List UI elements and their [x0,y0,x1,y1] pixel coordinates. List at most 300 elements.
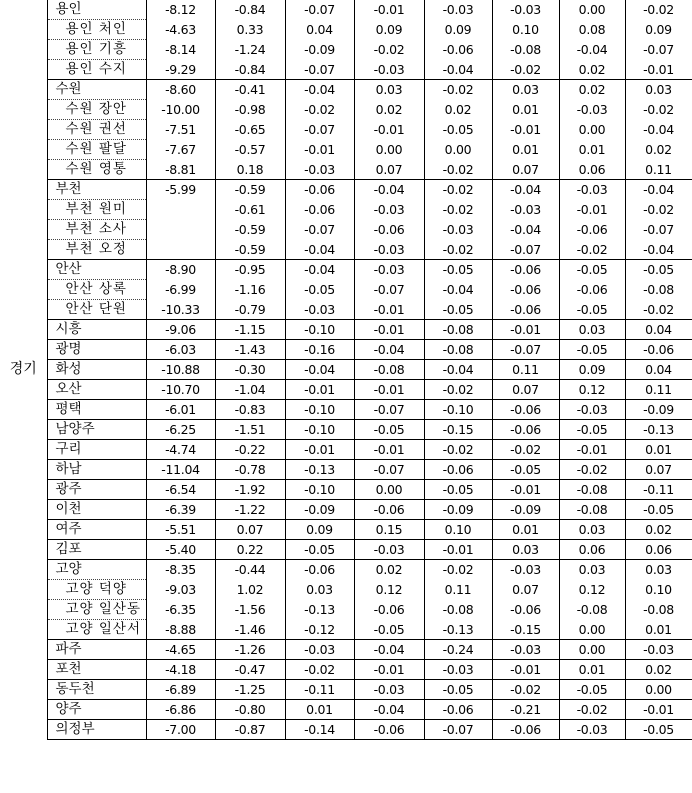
area-name: 고양 [47,560,146,580]
value-cell: -0.02 [625,200,692,220]
value-cell: -0.24 [424,640,492,660]
value-cell: -0.09 [285,40,354,60]
value-cell: 0.00 [559,120,625,140]
value-cell: -0.06 [285,560,354,580]
value-cell: -0.05 [424,480,492,500]
table-row [0,140,692,160]
value-cell: -0.03 [424,660,492,680]
value-cell: -0.16 [285,340,354,360]
area-name: 용인 [55,1,82,17]
value-cell: -1.46 [215,620,285,640]
value-cell: -9.06 [146,320,215,340]
value-cell: -0.02 [424,380,492,400]
value-cell: -6.86 [146,700,215,720]
value-cell: -0.78 [215,460,285,480]
value-cell: -0.01 [354,440,424,460]
value-cell: -1.26 [215,640,285,660]
value-cell: -0.08 [424,340,492,360]
value-cell: 0.09 [424,20,492,40]
area-name: 부천 원미 [47,200,146,220]
value-cell: -0.04 [625,180,692,200]
value-cell: -0.21 [492,700,559,720]
value-cell: 0.11 [492,360,559,380]
value-cell: -0.02 [424,80,492,100]
area-name: 부천 오정 [47,240,146,260]
value-cell: 0.02 [559,80,625,100]
value-cell: -0.07 [285,120,354,140]
value-cell: -9.29 [146,60,215,80]
table-row [0,320,692,340]
value-cell: -0.47 [215,660,285,680]
value-cell: 0.02 [559,60,625,80]
value-cell: -0.01 [354,320,424,340]
value-cell: 0.18 [215,160,285,180]
area-name: 시흥 [47,320,146,340]
value-cell: -0.06 [492,280,559,300]
value-cell: -0.08 [559,500,625,520]
value-cell: -0.10 [285,320,354,340]
value-cell: -0.02 [625,0,692,20]
value-cell: -6.99 [146,280,215,300]
value-cell: -0.02 [559,240,625,260]
value-cell: 0.03 [492,540,559,560]
value-cell: -0.05 [559,260,625,280]
value-cell: 0.04 [625,360,692,380]
table-row [0,480,692,500]
value-cell: 0.07 [625,460,692,480]
value-cell: -0.05 [424,300,492,320]
value-cell: -0.04 [559,40,625,60]
value-cell: 0.01 [625,440,692,460]
value-cell: 0.07 [492,380,559,400]
value-cell: -0.06 [625,340,692,360]
area-name: 용인 처인 [47,20,146,40]
value-cell: -0.80 [215,700,285,720]
value-cell: -0.06 [354,500,424,520]
value-cell: -0.04 [354,180,424,200]
area-name: 고양 일산서 [47,620,146,640]
value-cell: -0.05 [354,420,424,440]
value-cell: -0.06 [559,220,625,240]
value-cell: -0.03 [492,0,559,20]
table-row [0,240,692,260]
value-cell: -0.05 [285,540,354,560]
value-cell: -0.01 [492,320,559,340]
value-cell: -1.92 [215,480,285,500]
value-cell: -4.18 [146,660,215,680]
value-cell: -0.04 [354,700,424,720]
value-cell: -0.07 [492,340,559,360]
value-cell: -0.06 [492,600,559,620]
value-cell: -0.06 [492,400,559,420]
value-cell: -0.12 [285,620,354,640]
table-row [0,260,692,280]
value-cell: -0.09 [492,500,559,520]
value-cell: -0.03 [285,160,354,180]
value-cell [146,220,215,240]
area-name: 수원 팔달 [47,140,146,160]
value-cell: -0.06 [285,180,354,200]
table-row [0,400,692,420]
value-cell: -0.05 [559,300,625,320]
area-name: 평택 [47,400,146,420]
value-cell: -0.95 [215,260,285,280]
value-cell: -0.06 [424,700,492,720]
value-cell: 0.02 [625,520,692,540]
value-cell: -0.84 [215,0,285,20]
value-cell: -0.04 [492,180,559,200]
value-cell: -0.01 [354,0,424,20]
value-cell: -0.03 [492,560,559,580]
value-cell: 0.01 [492,520,559,540]
table-row [0,380,692,400]
value-cell: -0.06 [354,600,424,620]
area-name: 수원 장안 [47,100,146,120]
value-cell: -0.04 [285,260,354,280]
value-cell: -0.03 [559,100,625,120]
value-cell: -0.06 [559,280,625,300]
value-cell: -0.84 [215,60,285,80]
value-cell: -0.06 [492,300,559,320]
value-cell: 0.03 [354,80,424,100]
value-cell: -0.01 [285,440,354,460]
value-cell: -0.83 [215,400,285,420]
value-cell: -8.81 [146,160,215,180]
value-cell: -0.05 [625,500,692,520]
value-cell: -0.02 [424,560,492,580]
value-cell: -0.06 [354,720,424,740]
value-cell: -0.05 [285,280,354,300]
value-cell: 0.07 [215,520,285,540]
value-cell: -1.56 [215,600,285,620]
table-row [0,720,692,740]
value-cell: 0.11 [424,580,492,600]
value-cell: -0.04 [625,120,692,140]
value-cell: -0.01 [424,540,492,560]
area-name: 오산 [47,380,146,400]
value-cell: -0.08 [354,360,424,380]
value-cell: -0.13 [424,620,492,640]
value-cell: 0.09 [559,360,625,380]
value-cell: -1.16 [215,280,285,300]
value-cell: -0.13 [285,600,354,620]
value-cell: 1.02 [215,580,285,600]
value-cell: -0.02 [625,300,692,320]
value-cell: -0.07 [354,400,424,420]
value-cell: -8.88 [146,620,215,640]
table-row [0,220,692,240]
area-name: 구리 [47,440,146,460]
value-cell: -0.01 [285,140,354,160]
value-cell: -0.08 [559,600,625,620]
area-name: 수원 [47,80,146,100]
value-cell: -0.11 [625,480,692,500]
value-cell: 0.00 [559,620,625,640]
value-cell: 0.07 [492,160,559,180]
value-cell: -0.03 [354,260,424,280]
value-cell: -0.14 [285,720,354,740]
area-name: 여주 [47,520,146,540]
value-cell: -0.59 [215,240,285,260]
table-row [0,500,692,520]
area-name: 부천 [47,180,146,200]
value-cell: 0.01 [285,700,354,720]
table-row [0,0,692,20]
value-cell: -0.05 [424,260,492,280]
value-cell: -0.65 [215,120,285,140]
value-cell: -1.04 [215,380,285,400]
value-cell: -9.03 [146,580,215,600]
value-cell: -0.02 [424,160,492,180]
value-cell: -10.00 [146,100,215,120]
value-cell: -0.05 [559,340,625,360]
value-cell: -0.05 [424,680,492,700]
value-cell: -0.02 [285,660,354,680]
value-cell: 0.12 [559,380,625,400]
value-cell: -6.35 [146,600,215,620]
area-name: 하남 [47,460,146,480]
value-cell: 0.00 [354,480,424,500]
value-cell: -1.51 [215,420,285,440]
value-cell: 0.01 [559,140,625,160]
value-cell: 0.03 [625,80,692,100]
table-row [0,620,692,640]
table-row [0,200,692,220]
value-cell: -0.07 [285,220,354,240]
value-cell: -0.05 [559,680,625,700]
value-cell: -0.05 [424,120,492,140]
value-cell: -0.03 [492,640,559,660]
value-cell: 0.09 [285,520,354,540]
value-cell: -0.09 [285,500,354,520]
value-cell: -0.15 [424,420,492,440]
value-cell: 0.03 [559,320,625,340]
value-cell: -1.24 [215,40,285,60]
value-cell: 0.03 [492,80,559,100]
value-cell: 0.11 [625,160,692,180]
value-cell: -5.51 [146,520,215,540]
table-row [0,100,692,120]
value-cell: 0.12 [559,580,625,600]
value-cell: 0.01 [492,100,559,120]
value-cell: -0.03 [354,540,424,560]
value-cell: -0.59 [215,220,285,240]
value-cell: -0.04 [354,640,424,660]
value-cell: -0.02 [625,100,692,120]
table-row [0,560,692,580]
value-cell: -0.04 [492,220,559,240]
value-cell: -0.06 [285,200,354,220]
value-cell: -6.39 [146,500,215,520]
table-row [0,540,692,560]
value-cell: 0.04 [625,320,692,340]
value-cell: -0.15 [492,620,559,640]
table-row [0,80,692,100]
value-cell: -6.03 [146,340,215,360]
table-row [0,640,692,660]
value-cell: -0.10 [424,400,492,420]
value-cell: 0.12 [354,580,424,600]
value-cell: -0.06 [492,260,559,280]
area-name: 부천 소사 [47,220,146,240]
value-cell: -0.07 [625,220,692,240]
value-cell: -0.05 [354,620,424,640]
table-row [0,580,692,600]
value-cell: 0.00 [354,140,424,160]
value-cell: -7.00 [146,720,215,740]
value-cell: -1.25 [215,680,285,700]
value-cell: -0.10 [285,420,354,440]
value-cell: -0.09 [625,400,692,420]
value-cell: -0.07 [285,0,354,20]
value-cell: -0.79 [215,300,285,320]
area-name: 남양주 [47,420,146,440]
value-cell: -0.03 [354,680,424,700]
value-cell: -0.02 [492,440,559,460]
value-cell: -0.05 [625,720,692,740]
area-name: 포천 [47,660,146,680]
value-cell: 0.00 [559,640,625,660]
value-cell: 0.01 [625,620,692,640]
value-cell: -0.06 [492,720,559,740]
value-cell: -0.02 [285,100,354,120]
table-row [0,440,692,460]
value-cell: -0.10 [285,480,354,500]
table-row [0,280,692,300]
table-row [0,680,692,700]
area-name: 화성 [47,360,146,380]
value-cell: 0.15 [354,520,424,540]
value-cell: -0.41 [215,80,285,100]
table-row [0,360,692,380]
value-cell: 0.01 [559,660,625,680]
area-name: 양주 [47,700,146,720]
value-cell: -5.40 [146,540,215,560]
value-cell: 0.08 [559,20,625,40]
value-cell: -0.10 [285,400,354,420]
value-cell: -0.02 [424,240,492,260]
value-cell: 0.06 [625,540,692,560]
value-cell: -1.22 [215,500,285,520]
value-cell: -0.07 [625,40,692,60]
value-cell: -0.07 [492,240,559,260]
value-cell: 0.11 [625,380,692,400]
area-name: 용인 기흥 [47,40,146,60]
value-cell: -4.63 [146,20,215,40]
value-cell: -0.57 [215,140,285,160]
value-cell: 0.09 [354,20,424,40]
value-cell: -7.67 [146,140,215,160]
table-row [0,120,692,140]
area-name: 고양 덕양 [47,580,146,600]
table-row [0,60,692,80]
region-label: 경기 [0,0,47,740]
value-cell: -0.02 [559,700,625,720]
value-cell: -8.90 [146,260,215,280]
value-cell: -0.03 [354,240,424,260]
value-cell: 0.00 [625,680,692,700]
value-cell: 0.00 [424,140,492,160]
value-cell: -0.87 [215,720,285,740]
value-cell: -0.03 [424,220,492,240]
value-cell: -0.04 [354,340,424,360]
value-cell: 0.04 [285,20,354,40]
value-cell: -0.44 [215,560,285,580]
value-cell: -6.01 [146,400,215,420]
area-name: 안산 상록 [47,280,146,300]
area-name: 김포 [47,540,146,560]
area-name: 고양 일산동 [47,600,146,620]
value-cell: -0.08 [625,280,692,300]
value-cell: 0.00 [559,0,625,20]
value-cell: -6.54 [146,480,215,500]
value-cell: -1.43 [215,340,285,360]
value-cell: -0.05 [625,260,692,280]
value-cell: 0.03 [559,560,625,580]
table-row [0,300,692,320]
value-cell: 0.10 [492,20,559,40]
value-cell: -0.08 [625,600,692,620]
value-cell: 0.02 [625,140,692,160]
value-cell: 0.07 [354,160,424,180]
value-cell: -0.04 [625,240,692,260]
value-cell: -0.07 [354,280,424,300]
value-cell: -0.05 [559,420,625,440]
value-cell: -0.02 [424,440,492,460]
value-cell: -0.01 [492,480,559,500]
value-cell: 0.22 [215,540,285,560]
value-cell: 0.06 [559,160,625,180]
table-row [0,660,692,680]
table-row [0,460,692,480]
area-name: 의정부 [47,720,146,740]
value-cell: -0.11 [285,680,354,700]
table-row [0,340,692,360]
value-cell: -0.08 [424,320,492,340]
value-cell: -0.01 [285,380,354,400]
value-cell: -0.61 [215,200,285,220]
value-cell: -0.01 [354,300,424,320]
value-cell: -10.88 [146,360,215,380]
value-cell: 0.03 [559,520,625,540]
area-name: 동두천 [47,680,146,700]
value-cell: -0.01 [559,200,625,220]
value-cell: -0.13 [285,460,354,480]
table-row [0,700,692,720]
value-cell: -4.74 [146,440,215,460]
value-cell: -0.30 [215,360,285,380]
value-cell: -1.15 [215,320,285,340]
area-name: 광명 [47,340,146,360]
value-cell: -0.03 [559,180,625,200]
value-cell: -11.04 [146,460,215,480]
value-cell: -0.03 [354,60,424,80]
value-cell: 0.03 [285,580,354,600]
value-cell: -8.35 [146,560,215,580]
value-cell: -0.02 [424,200,492,220]
value-cell: -0.98 [215,100,285,120]
value-cell: -5.99 [146,180,215,200]
value-cell: 0.03 [625,560,692,580]
value-cell: -8.14 [146,40,215,60]
area-name: 파주 [47,640,146,660]
table-row [0,600,692,620]
value-cell: -0.01 [625,60,692,80]
value-cell: -0.01 [354,120,424,140]
value-cell: -0.03 [285,640,354,660]
value-cell: -0.07 [354,460,424,480]
value-cell: -0.03 [424,0,492,20]
